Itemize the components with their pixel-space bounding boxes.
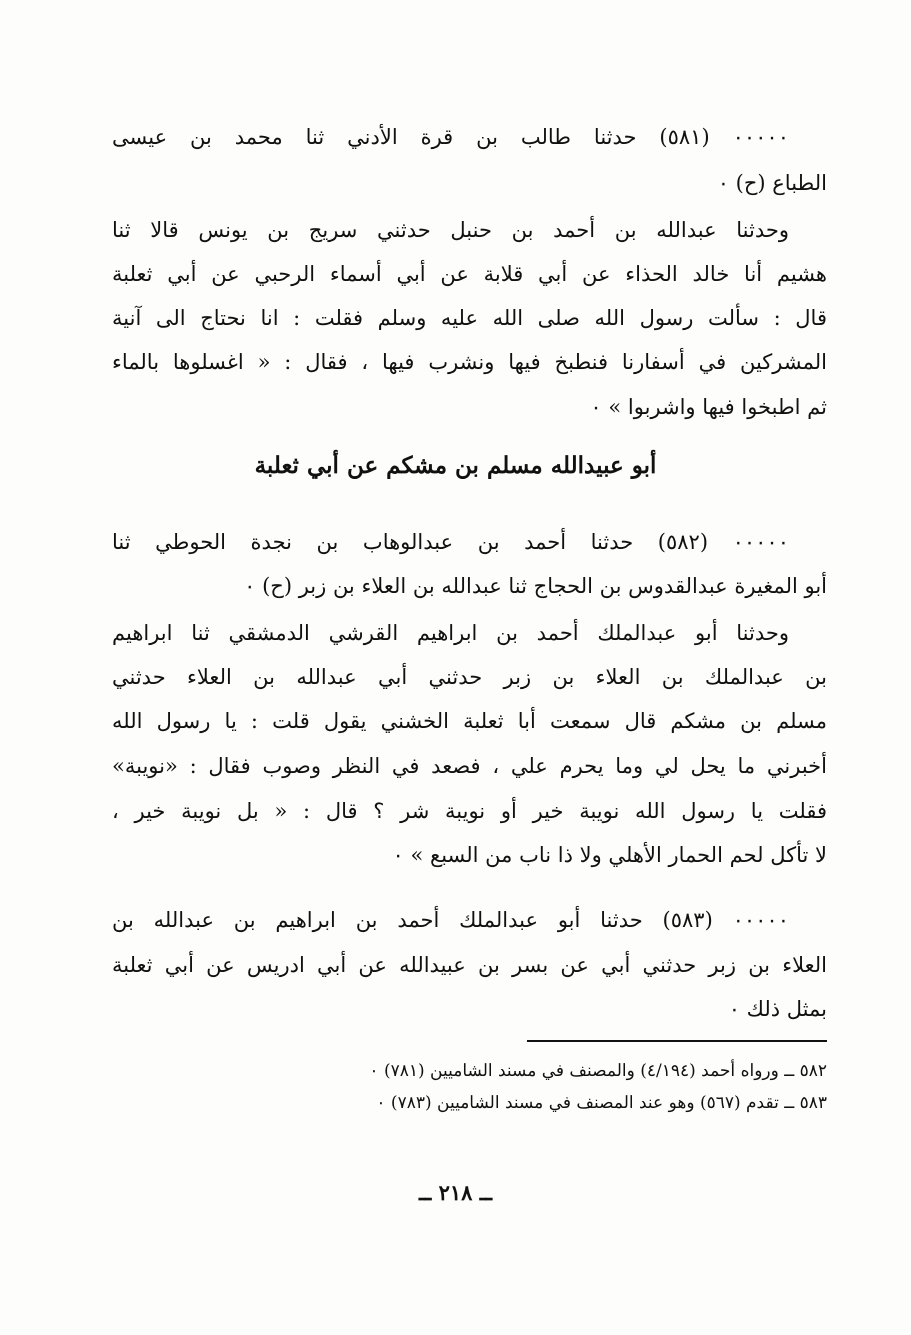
hadith-582b-line-1: وحدثنا أبو عبدالملك أحمد بن ابراهيم القرشي الدمشقي ثنا ابراهيم (112, 621, 789, 645)
hadith-582b-line-6: لا تأكل لحم الحمار الأهلي ولا ذا ناب من السبع » ٠ (392, 843, 827, 867)
hadith-581b-line-5: ثم اطبخوا فيها واشربوا » ٠ (590, 395, 827, 419)
hadith-582b-line-3: مسلم بن مشكم قال سمعت أبا ثعلبة الخشني يقول قلت : يا رسول الله (112, 709, 827, 733)
page-number: ــ ٢١٨ ــ (418, 1180, 493, 1205)
hadith-582-line-1: ٠٠٠٠٠ (٥٨٢) حدثنا أحمد بن عبدالوهاب بن نجدة الحوطي ثنا (112, 530, 789, 554)
hadith-583-line-1: ٠٠٠٠٠ (٥٨٣) حدثنا أبو عبدالملك أحمد بن ابراهيم بن عبدالله بن (112, 908, 789, 932)
footnote-separator (527, 1040, 827, 1042)
section-heading: أبو عبيدالله مسلم بن مشكم عن أبي ثعلبة (254, 452, 657, 479)
hadith-583-line-2: العلاء بن زبر حدثني أبي عن بسر بن عبيدالله عن أبي ادريس عن أبي ثعلبة (112, 953, 827, 977)
hadith-583-line-3: بمثل ذلك ٠ (728, 997, 827, 1021)
footnote-582: ٥٨٢ ــ ورواه أحمد (٤/١٩٤) والمصنف في مسند الشاميين (٧٨١) ٠ (369, 1061, 827, 1081)
footnote-583: ٥٨٣ ــ تقدم (٥٦٧) وهو عند المصنف في مسند الشاميين (٧٨٣) ٠ (376, 1093, 827, 1113)
hadith-581b-line-3: قال : سألت رسول الله صلى الله عليه وسلم فقلت : انا نحتاج الى آنية (112, 306, 827, 330)
hadith-581b-line-2: هشيم أنا خالد الحذاء عن أبي قلابة عن أبي أسماء الرحبي عن أبي ثعلبة (112, 262, 827, 286)
hadith-581b-line-4: المشركين في أسفارنا فنطبخ فيها ونشرب فيها ، فقال : « اغسلوها بالماء (112, 350, 827, 374)
hadith-582-line-2: أبو المغيرة عبدالقدوس بن الحجاج ثنا عبدالله بن العلاء بن زبر (ح) ٠ (244, 574, 827, 598)
hadith-582b-line-2: بن عبدالملك بن العلاء بن زبر حدثني أبي عبدالله بن العلاء حدثني (112, 665, 827, 689)
hadith-581-line-1: ٠٠٠٠٠ (٥٨١) حدثنا طالب بن قرة الأدني ثنا محمد بن عيسى (112, 125, 789, 149)
hadith-582b-line-5: فقلت يا رسول الله نويبة خير أو نويبة شر ؟ قال : « بل نويبة خير ، (112, 799, 827, 823)
hadith-581b-line-1: وحدثنا عبدالله بن أحمد بن حنبل حدثني سريج بن يونس قالا ثنا (112, 218, 789, 242)
hadith-581-line-2: الطباع (ح) ٠ (717, 171, 827, 195)
hadith-582b-line-4: أخبرني ما يحل لي وما يحرم علي ، فصعد في النظر وصوب فقال : «نويبة» (112, 754, 827, 778)
